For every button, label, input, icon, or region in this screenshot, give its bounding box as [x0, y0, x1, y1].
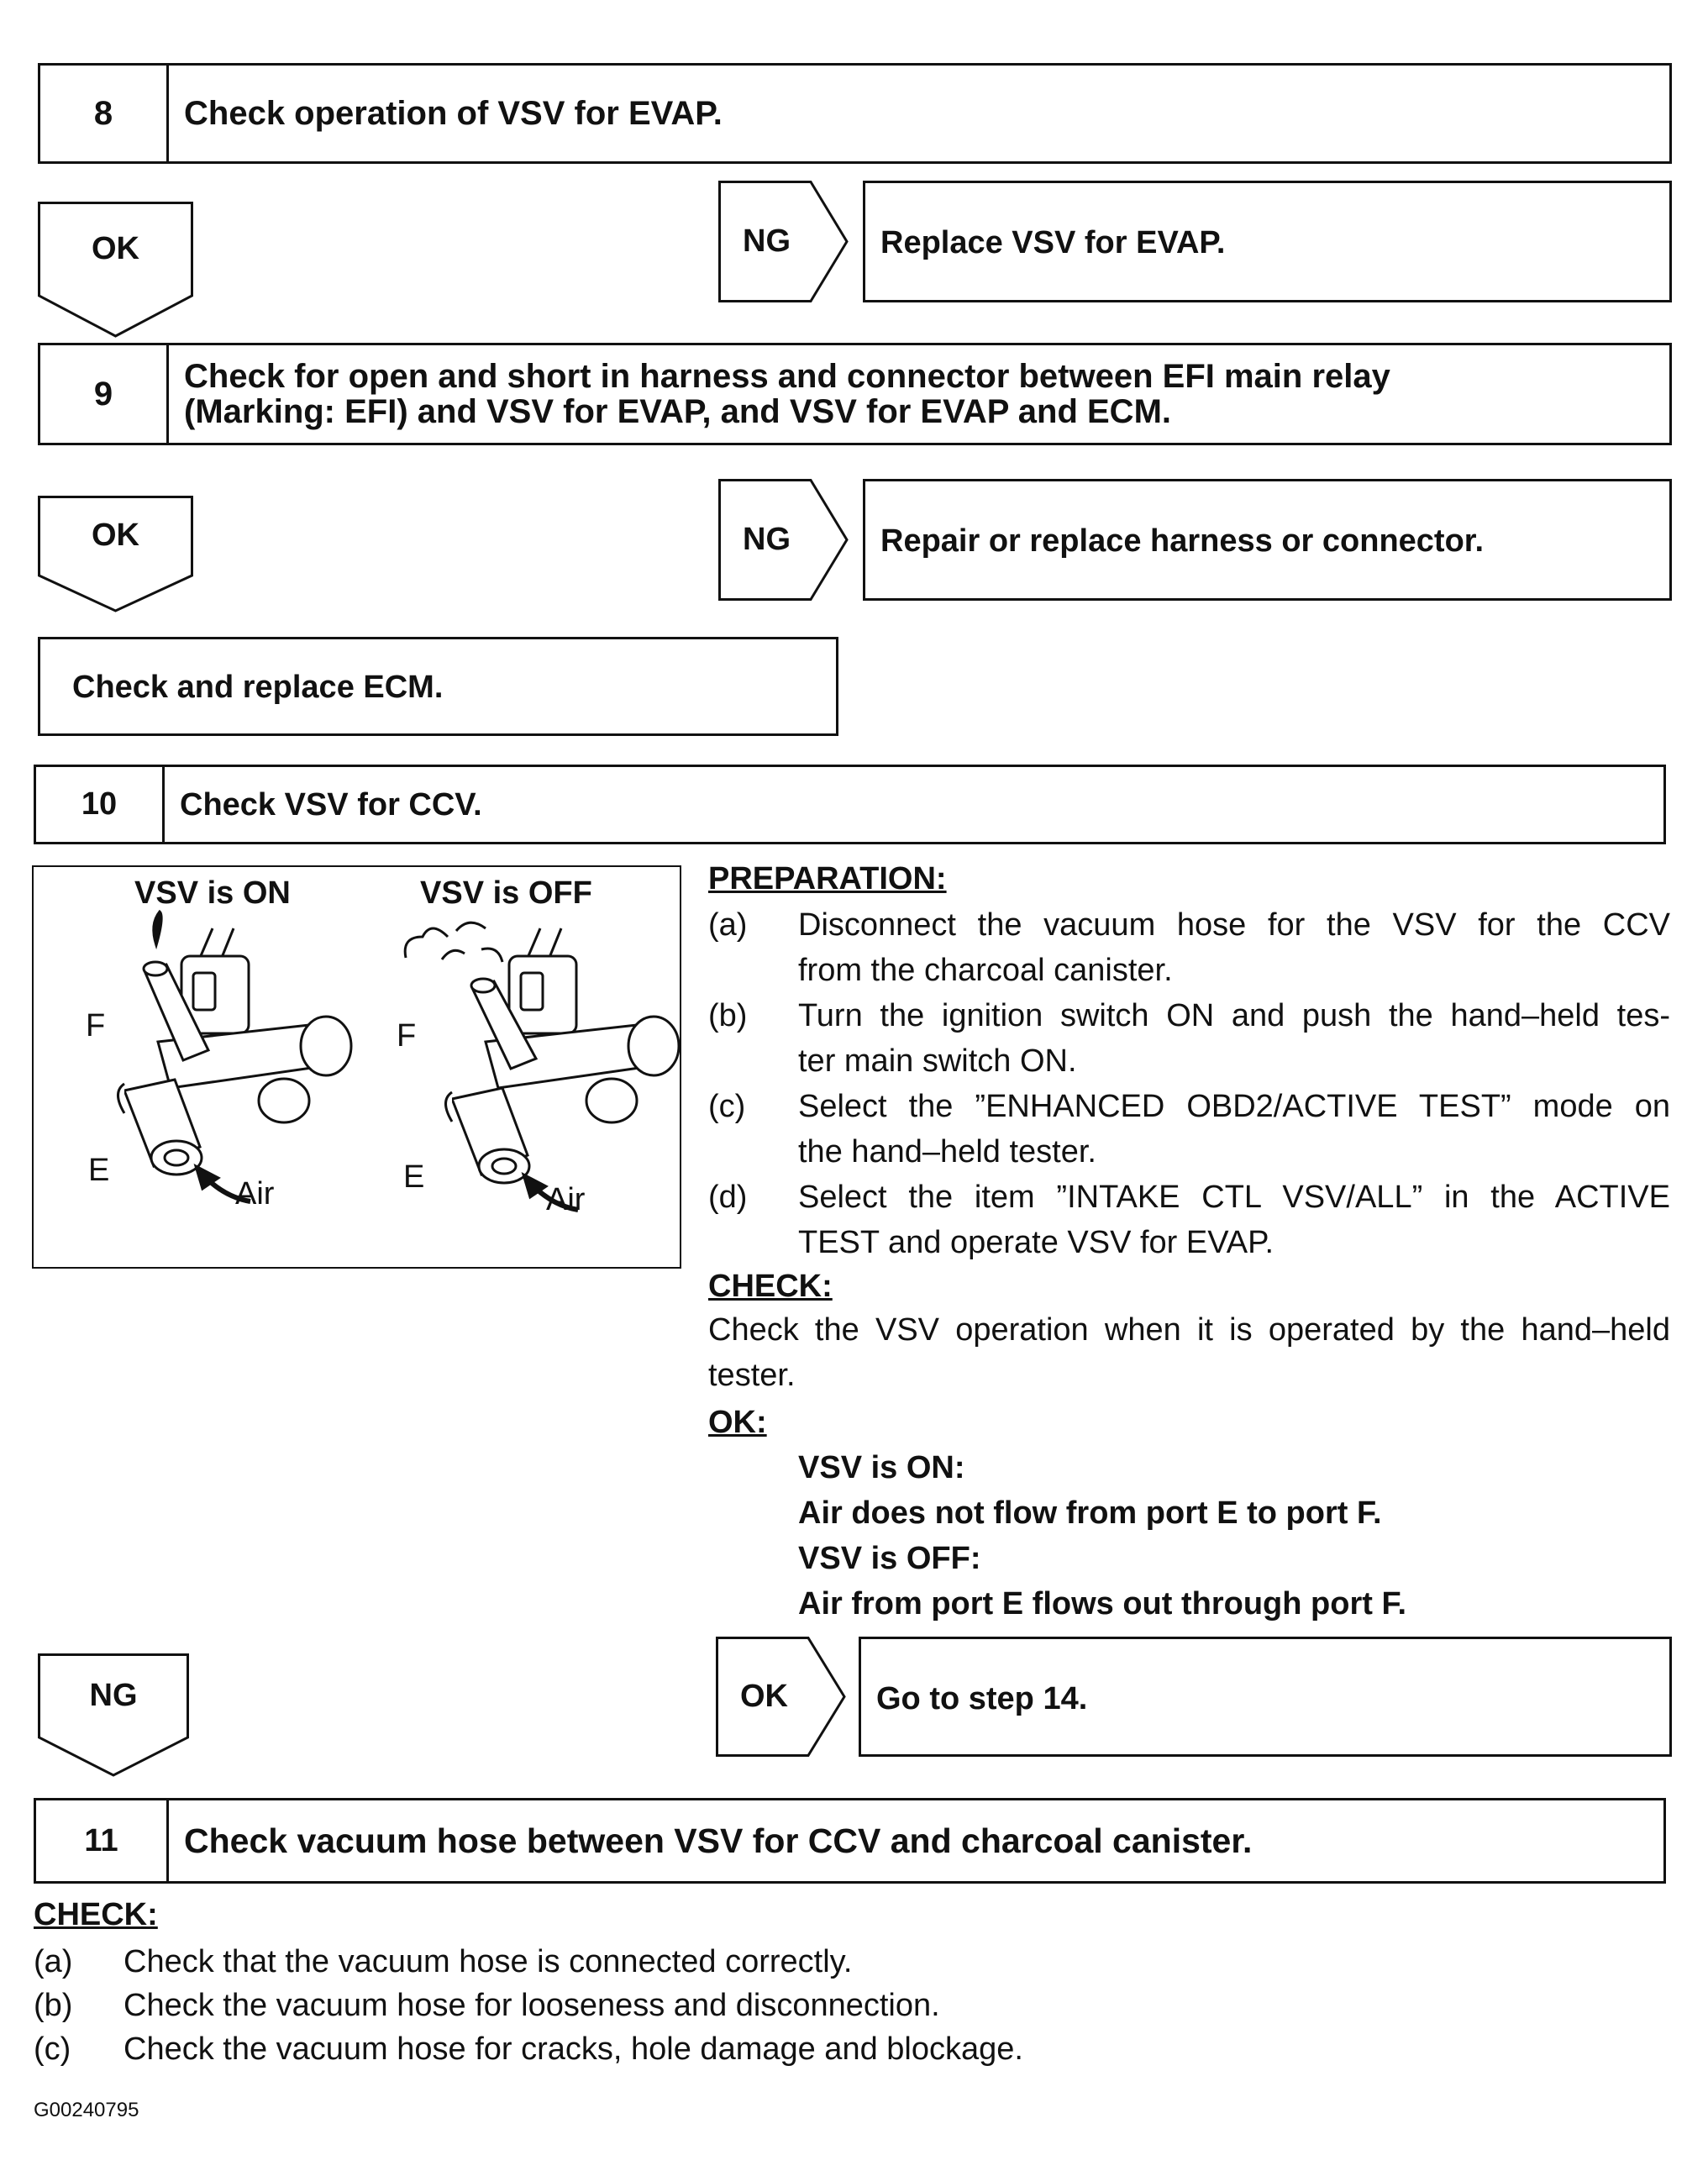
figure-label-vsv-on: VSV is ON	[134, 875, 291, 911]
step-title	[169, 345, 1669, 443]
step-9-ng-action-box	[863, 479, 1672, 601]
item-line-2: from the charcoal canister.	[798, 953, 1173, 988]
ok-criteria-line: Air from port E flows out through port F.	[798, 1586, 1407, 1621]
item-line-2: the hand–held tester.	[798, 1134, 1096, 1169]
item-label: (b)	[708, 998, 748, 1033]
step-11-check-heading: CHECK:	[34, 1897, 158, 1932]
ok-criteria	[798, 1445, 1672, 1627]
step-10-ok-arrow	[716, 1637, 846, 1757]
step-title-line-1: Check for open and short in harness and connector between EFI main relay	[184, 358, 1390, 395]
check-line-2: tester.	[708, 1358, 796, 1393]
port-e-label-off: E	[403, 1159, 425, 1195]
item-label: (c)	[708, 1089, 746, 1124]
check-heading: CHECK:	[708, 1269, 833, 1304]
step-8-ok-arrow	[38, 202, 193, 340]
port-e-label-on: E	[88, 1153, 110, 1188]
ng-label: NG	[89, 1677, 138, 1713]
step-title: Check vacuum hose between VSV for CCV and charcoal canister.	[184, 1821, 1253, 1860]
preparation-heading: PREPARATION:	[708, 861, 947, 896]
item-line-1: Disconnect the vacuum hose for the VSV for the CCV	[798, 907, 1670, 943]
step-number: 11	[36, 1800, 169, 1881]
air-label-on: Air	[235, 1176, 275, 1212]
ok-criteria-line: Air does not flow from port E to port F.	[798, 1495, 1382, 1531]
item-line-1: Turn the ignition switch ON and push the hand–held tes-	[798, 998, 1670, 1033]
step-8-header	[38, 63, 1672, 164]
check-text	[708, 1307, 1670, 1398]
step-number: 8	[40, 66, 169, 161]
item-line-1: Select the ”ENHANCED OBD2/ACTIVE TEST” mode on	[798, 1089, 1670, 1124]
preparation-item	[708, 1084, 1670, 1175]
item-label: (d)	[708, 1180, 748, 1215]
step-number: 9	[40, 345, 169, 443]
vsv-figure	[32, 865, 681, 1269]
check-item	[34, 1983, 1630, 2028]
ng-action-text: Replace VSV for EVAP.	[880, 225, 1226, 260]
item-label: (a)	[34, 1944, 73, 1979]
ok-action-text: Check and replace ECM.	[72, 670, 444, 705]
step-10-ok-action-box	[859, 1637, 1672, 1757]
preparation-item	[708, 1175, 1670, 1265]
check-item	[34, 1939, 1630, 1984]
step-number: 10	[36, 767, 165, 842]
check-line-1: Check the VSV operation when it is operated by the hand–held	[708, 1312, 1670, 1348]
figure-label-vsv-off: VSV is OFF	[420, 875, 592, 911]
ng-label: NG	[743, 223, 791, 259]
step-10-ng-arrow	[38, 1653, 189, 1778]
item-label: (b)	[34, 1988, 73, 2023]
step-10-header	[34, 765, 1666, 844]
item-text: Check the vacuum hose for looseness and disconnection.	[124, 1988, 940, 2023]
step-9-ng-arrow	[718, 479, 849, 601]
document-code: G00240795	[34, 2099, 139, 2121]
air-label-off: Air	[546, 1182, 586, 1217]
check-item	[34, 2026, 1630, 2072]
preparation-item	[708, 993, 1670, 1084]
vsv-on-drawing	[118, 912, 352, 1201]
item-label: (c)	[34, 2031, 71, 2067]
step-11-header	[34, 1798, 1666, 1884]
step-9-ok-arrow	[38, 496, 193, 613]
port-f-label-off: F	[397, 1018, 417, 1054]
item-label: (a)	[708, 907, 748, 943]
ok-label: OK	[92, 518, 139, 553]
step-title: Check VSV for CCV.	[180, 786, 482, 823]
ng-label: NG	[743, 522, 791, 557]
step-9-header	[38, 343, 1672, 445]
ng-action-text: Repair or replace harness or connector.	[880, 523, 1485, 559]
item-text: Check the vacuum hose for cracks, hole damage and blockage.	[124, 2031, 1023, 2067]
ok-criteria-line: VSV is ON:	[798, 1450, 965, 1485]
ok-label: OK	[740, 1679, 788, 1714]
item-line-2: ter main switch ON.	[798, 1043, 1077, 1079]
port-f-label-on: F	[86, 1008, 106, 1043]
item-text: Check that the vacuum hose is connected correctly.	[124, 1944, 853, 1979]
step-8-ng-action-box	[863, 181, 1672, 302]
vsv-off-drawing	[405, 922, 679, 1210]
step-8-ng-arrow	[718, 181, 849, 302]
step-9-ok-action-box	[38, 637, 838, 736]
item-line-1: Select the item ”INTAKE CTL VSV/ALL” in the ACTIVE	[798, 1180, 1670, 1215]
ok-criteria-line: VSV is OFF:	[798, 1541, 981, 1576]
step-title: Check operation of VSV for EVAP.	[184, 95, 723, 132]
ok-label: OK	[92, 230, 139, 266]
item-line-2: TEST and operate VSV for EVAP.	[798, 1225, 1274, 1260]
preparation-item	[708, 902, 1670, 993]
ok-heading: OK:	[708, 1405, 767, 1440]
step-title-line-2: (Marking: EFI) and VSV for EVAP, and VSV for EVAP and ECM.	[184, 393, 1171, 430]
ok-action-text: Go to step 14.	[876, 1681, 1088, 1716]
